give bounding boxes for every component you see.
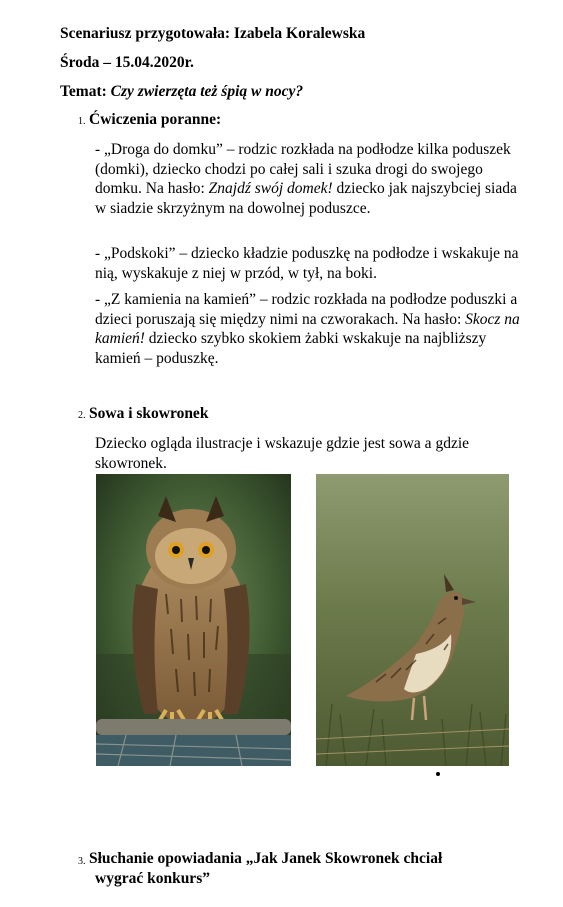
exercise-podskoki: - „Podskoki” – dziecko kładzie poduszkę na podłodze i wskakuje na nią, wyskakuje z niej w przód, w tył, na boki.	[95, 245, 519, 282]
exercise-z-kamienia: - „Z kamienia na kamień” – rodzic rozkłada na podłodze poduszki a dzieci poruszają się między nimi na czworakach. Na hasło: Skocz na kamień! dziecko szybko skokiem żabki wskakuje na najbliższy kamień – poduszkę.	[95, 291, 520, 367]
section-3-title-line2: wygrać konkurs”	[95, 870, 210, 887]
exercise-droga-password: Znajdź swój domek!	[208, 180, 333, 197]
author-label: Scenariusz przygotowała:	[60, 25, 231, 42]
section-1-number: 1.	[78, 116, 86, 127]
section-2-number: 2.	[78, 410, 86, 421]
owl-illustration	[96, 474, 291, 766]
skylark-illustration	[316, 474, 509, 766]
date-line: Środa – 15.04.2020r.	[60, 54, 194, 71]
section-3-number: 3.	[78, 856, 86, 867]
section-2-title: Sowa i skowronek	[89, 405, 209, 422]
topic-line	[60, 83, 303, 101]
section-1-title: Ćwiczenia poranne:	[89, 111, 222, 128]
section-3-title-line1: Słuchanie opowiadania „Jak Janek Skowronek chciał	[89, 850, 443, 867]
owl-photo	[96, 474, 291, 766]
exercise-kamien-password: Skocz na kamień!	[95, 310, 520, 347]
skylark-photo	[316, 474, 509, 766]
exercise-droga-do-domku: - „Droga do domku” – rodzic rozkłada na podłodze kilka poduszek (domki), dziecko chodzi po całej sali i szuka drogi do swojego domku. Na hasło: Znajdź swój domek! dziecko jak najszybciej siada w siadzie skrzyżnym na dowolnej poduszce.	[95, 141, 517, 217]
topic-label: Temat:	[60, 83, 107, 100]
author-line	[60, 25, 365, 43]
author-name: Izabela Koralewska	[233, 25, 366, 42]
topic-title: Czy zwierzęta też śpią w nocy?	[110, 83, 304, 100]
bullet-dot	[436, 772, 440, 776]
section-2-text: Dziecko ogląda ilustracje i wskazuje gdzie jest sowa a gdzie skowronek.	[95, 435, 470, 472]
